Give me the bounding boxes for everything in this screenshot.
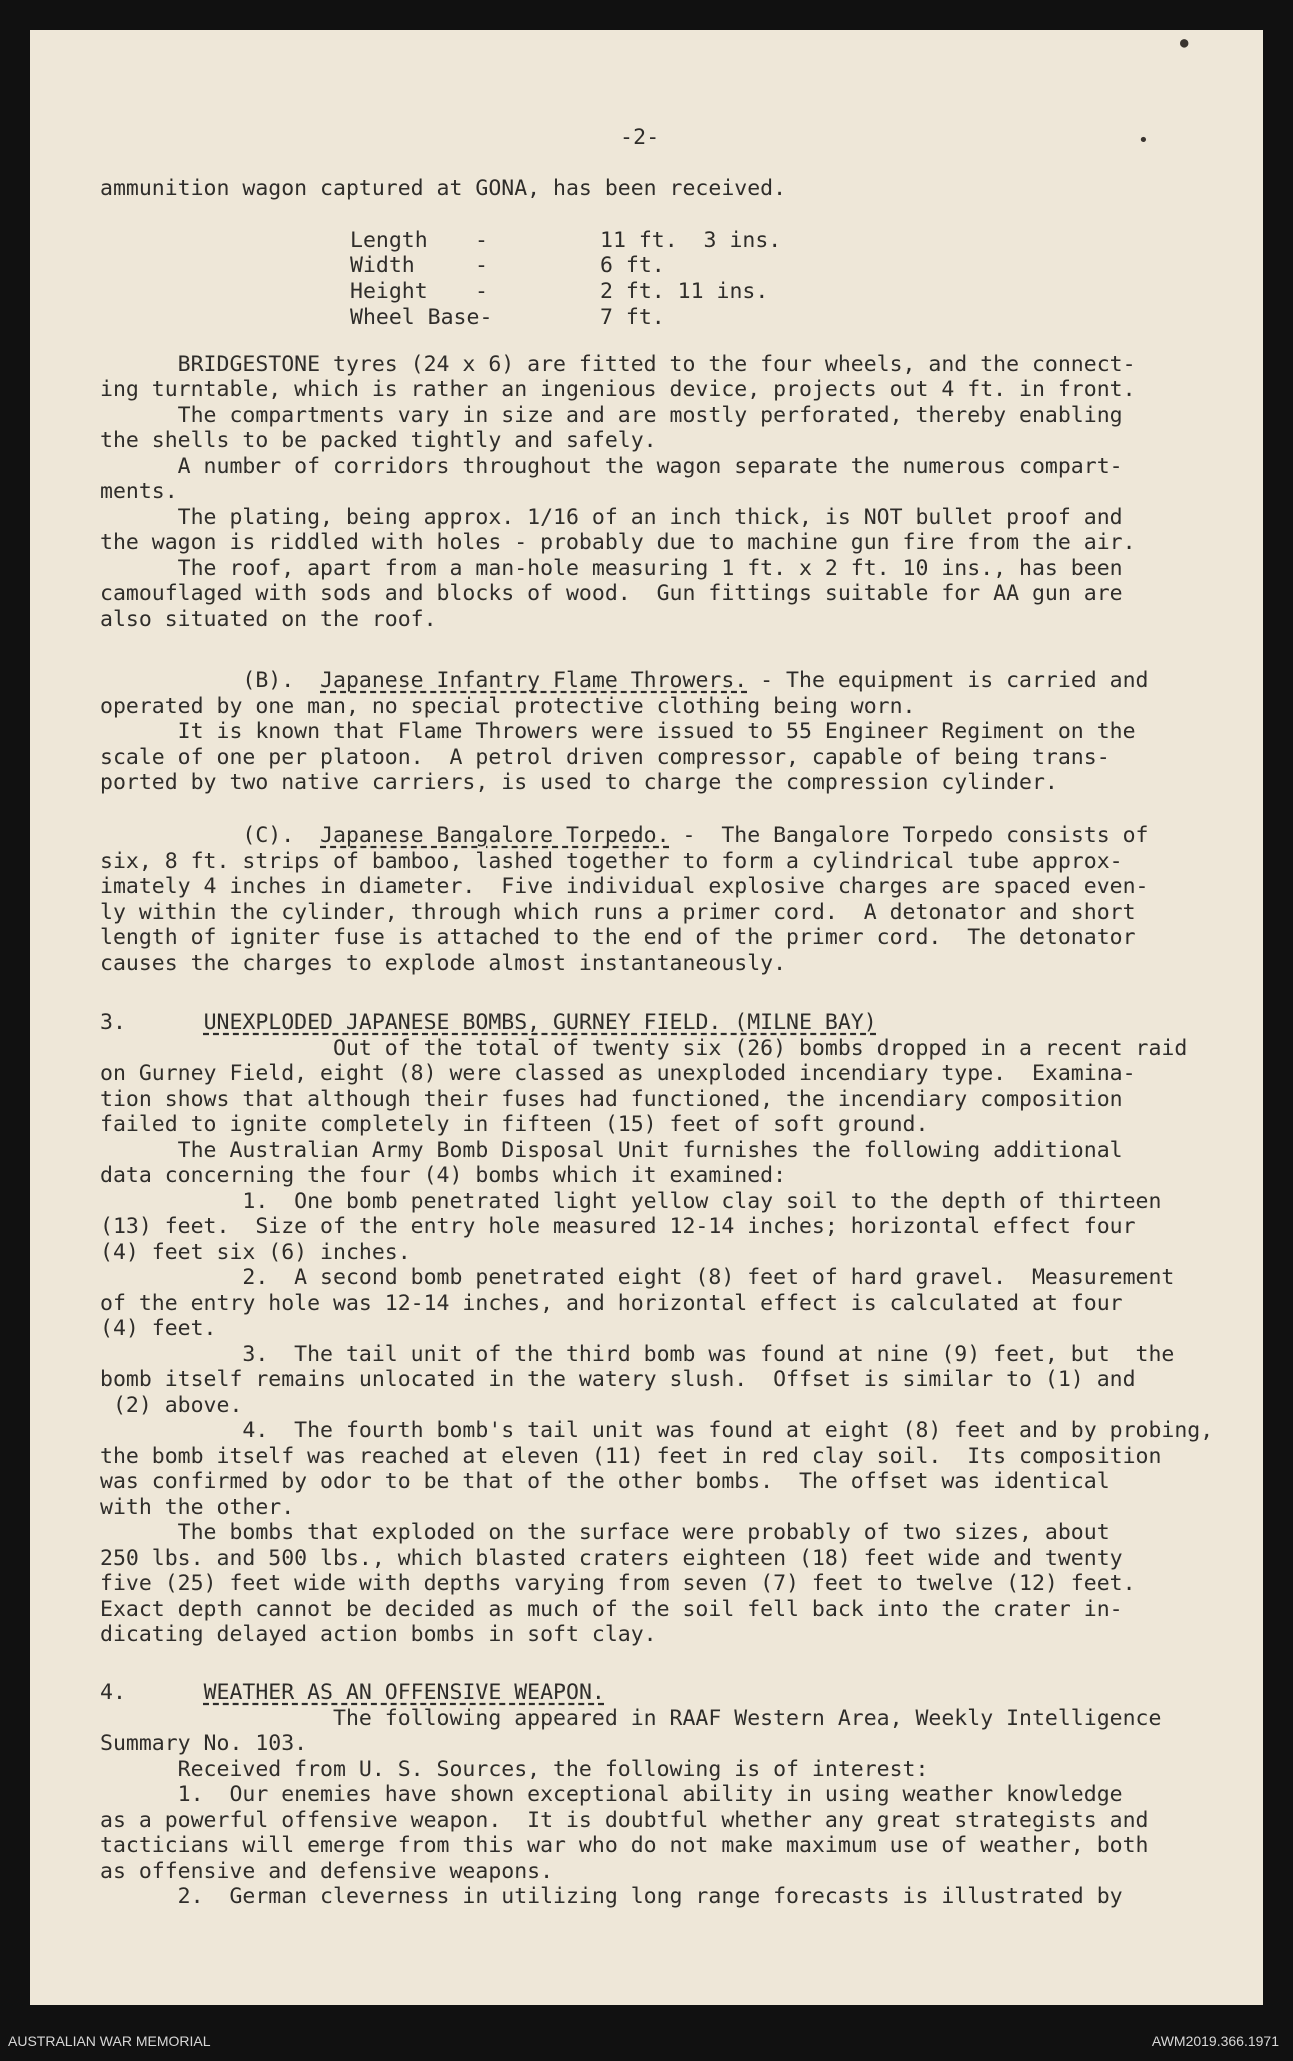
section-b-first-line: - The equipment is carried and: [747, 668, 1149, 693]
section-c-first-line: - The Bangalore Torpedo consists of: [669, 823, 1149, 848]
text-line: data concerning the four (4) bombs which it examined:: [100, 1163, 787, 1188]
text-line: The compartments vary in size and are mostly perforated, thereby enabling: [100, 403, 1123, 428]
text-line: length of igniter fuse is attached to the end of the primer cord. The detonator: [100, 925, 1136, 950]
section-4-title: WEATHER AS AN OFFENSIVE WEAPON.: [203, 1680, 605, 1705]
section-3-heading: [100, 1010, 877, 1035]
text-line: 2. German cleverness in utilizing long range forecasts is illustrated by: [100, 1884, 1123, 1909]
text-line: 2. A second bomb penetrated eight (8) feet of hard gravel. Measurement: [100, 1265, 1175, 1290]
section-4-heading: [100, 1680, 605, 1705]
section-3-number: 3.: [100, 1010, 126, 1035]
text-line: with the other.: [100, 1495, 295, 1520]
text-line: tion shows that although their fuses had functioned, the incendiary composition: [100, 1087, 1123, 1112]
text-line: causes the charges to explode almost instantaneously.: [100, 951, 787, 976]
text-line: BRIDGESTONE tyres (24 x 6) are fitted to the four wheels, and the connect-: [100, 352, 1136, 377]
spec-value: 7 ft.: [600, 305, 665, 330]
spec-dash: -: [475, 253, 488, 278]
text-line: ported by two native carriers, is used to charge the compression cylinder.: [100, 770, 1058, 795]
text-line: was confirmed by odor to be that of the other bombs. The offset was identical: [100, 1469, 1110, 1494]
page-number: -2-: [620, 125, 660, 150]
text-line: the shells to be packed tightly and safely.: [100, 428, 657, 453]
text-line: as a powerful offensive weapon. It is doubtful whether any great strategists and: [100, 1808, 1149, 1833]
spec-value: 6 ft.: [600, 253, 665, 278]
text-line: 4. The fourth bomb's tail unit was found at eight (8) feet and by probing,: [100, 1418, 1214, 1443]
text-line: failed to ignite completely in fifteen (15) feet of soft ground.: [100, 1112, 929, 1137]
text-line: A number of corridors throughout the wagon separate the numerous compart-: [100, 454, 1123, 479]
section-b-title: Japanese Infantry Flame Throwers.: [320, 668, 748, 693]
text-line: ly within the cylinder, through which runs a primer cord. A detonator and short: [100, 900, 1136, 925]
text-line: five (25) feet wide with depths varying from seven (7) feet to twelve (12) feet.: [100, 1571, 1136, 1596]
text-line: ing turntable, which is rather an ingenious device, projects out 4 ft. in front.: [100, 377, 1136, 402]
text-line: The following appeared in RAAF Western Area, Weekly Intelligence: [100, 1706, 1162, 1731]
text-line: 3. The tail unit of the third bomb was found at nine (9) feet, but the: [100, 1342, 1175, 1367]
text-line: dicating delayed action bombs in soft clay.: [100, 1622, 657, 1647]
spec-label: Wheel Base-: [350, 305, 493, 330]
section-c-title: Japanese Bangalore Torpedo.: [320, 823, 670, 848]
text-line: It is known that Flame Throwers were issued to 55 Engineer Regiment on the: [100, 719, 1136, 744]
text-line: six, 8 ft. strips of bamboo, lashed together to form a cylindrical tube approx-: [100, 849, 1123, 874]
text-line: also situated on the roof.: [100, 607, 437, 632]
text-line: Summary No. 103.: [100, 1731, 308, 1756]
text-line: 250 lbs. and 500 lbs., which blasted craters eighteen (18) feet wide and twenty: [100, 1546, 1123, 1571]
text-line: (13) feet. Size of the entry hole measured 12-14 inches; horizontal effect four: [100, 1214, 1136, 1239]
section-3-title: UNEXPLODED JAPANESE BOMBS, GURNEY FIELD. (MILNE BAY): [203, 1010, 877, 1035]
text-line: (2) above.: [100, 1393, 243, 1418]
text-line: ments.: [100, 479, 178, 504]
footer-institution: AUSTRALIAN WAR MEMORIAL: [8, 2033, 211, 2049]
spec-label: Height: [350, 279, 428, 304]
section-4-number: 4.: [100, 1680, 126, 1705]
text-line: camouflaged with sods and blocks of wood. Gun fittings suitable for AA gun are: [100, 581, 1123, 606]
text-line: The Australian Army Bomb Disposal Unit furnishes the following additional: [100, 1138, 1123, 1163]
text-line: (4) feet six (6) inches.: [100, 1240, 411, 1265]
text-line: The plating, being approx. 1/16 of an inch thick, is NOT bullet proof and: [100, 505, 1123, 530]
section-c-prefix: (C).: [100, 823, 321, 848]
text-line: The bombs that exploded on the surface were probably of two sizes, about: [100, 1520, 1110, 1545]
spec-dash: -: [475, 279, 488, 304]
spec-value: 2 ft. 11 ins.: [600, 279, 769, 304]
text-line: scale of one per platoon. A petrol driven compressor, capable of being trans-: [100, 745, 1110, 770]
text-line: bomb itself remains unlocated in the watery slush. Offset is similar to (1) and: [100, 1367, 1136, 1392]
spec-label: Length: [350, 228, 428, 253]
text-line: operated by one man, no special protective clothing being worn.: [100, 694, 916, 719]
text-line: of the entry hole was 12-14 inches, and horizontal effect is calculated at four: [100, 1291, 1123, 1316]
ink-mark: •: [1138, 130, 1149, 151]
text-line: imately 4 inches in diameter. Five individual explosive charges are spaced even-: [100, 874, 1149, 899]
section-b-prefix: (B).: [100, 668, 321, 693]
section-c-heading-line: [100, 823, 1149, 848]
text-line: the wagon is riddled with holes - probably due to machine gun fire from the air.: [100, 530, 1136, 555]
text-line: (4) feet.: [100, 1316, 217, 1341]
spec-dash: -: [475, 228, 488, 253]
spec-value: 11 ft. 3 ins.: [600, 228, 782, 253]
intro-line: ammunition wagon captured at GONA, has been received.: [100, 176, 787, 201]
spec-label: Width: [350, 253, 415, 278]
text-line: Out of the total of twenty six (26) bombs dropped in a recent raid: [100, 1036, 1188, 1061]
section-b-heading-line: [100, 668, 1149, 693]
ink-speck: ●: [1180, 35, 1189, 51]
text-line: 1. Our enemies have shown exceptional ability in using weather knowledge: [100, 1782, 1123, 1807]
text-line: Exact depth cannot be decided as much of the soil fell back into the crater in-: [100, 1597, 1123, 1622]
footer-accession-number: AWM2019.366.1971: [1151, 2033, 1279, 2049]
text-line: The roof, apart from a man-hole measuring 1 ft. x 2 ft. 10 ins., has been: [100, 556, 1123, 581]
text-line: 1. One bomb penetrated light yellow clay soil to the depth of thirteen: [100, 1189, 1162, 1214]
text-line: as offensive and defensive weapons.: [100, 1859, 554, 1884]
text-line: on Gurney Field, eight (8) were classed as unexploded incendiary type. Examina-: [100, 1061, 1136, 1086]
text-line: tacticians will emerge from this war who do not make maximum use of weather, both: [100, 1833, 1149, 1858]
text-line: the bomb itself was reached at eleven (11) feet in red clay soil. Its composition: [100, 1444, 1162, 1469]
text-line: Received from U. S. Sources, the following is of interest:: [100, 1757, 929, 1782]
